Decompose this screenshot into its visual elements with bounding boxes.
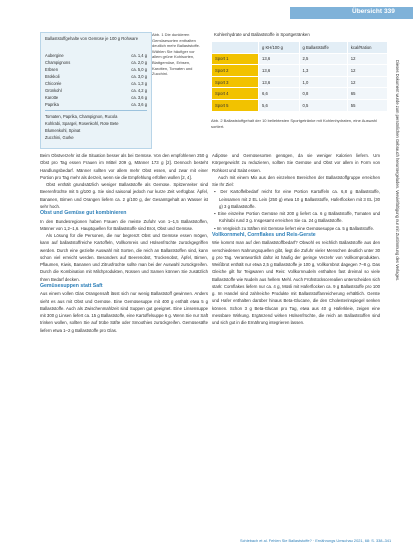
paragraph: Aus einem vollen Glas Orangensaft lässt sich nur wenig Ballaststoff gewinnen. Anders sieht es aus mit Obst und Gemüse. Eine Gemüsesuppe mit 400 g enthält etwa 5 g Ballaststoffe. Auch als Zwischenmahlzeit sind Suppen gut geeignet. Eine Linsensuppe mit 300 g Linsen liefert ca. 15 g Ballaststoffe, eine Kartoffelsuppe 6 g. Wenn Sie nur Saft trinken wollen, sollten Sie auf trübe Säfte oder Smoothies zurückgreifen. Gemüsesäfte liefern etwa 1–2 g Ballaststoffe pro Glas. — [40, 291, 208, 333]
sportgetraenke-table — [211, 32, 388, 120]
row-value: ca. 3,6 g — [131, 102, 147, 107]
header-cell: g Ballaststoffe — [299, 42, 347, 54]
paragraph: Beim Obstverzehr ist die Situation besser als bei Gemüse. Von den empfohlenen 250 g Obst pro Tag essen Frauen im Mittel 209 g, Männer 173 g [2]. Dennoch besteht Handlungsbedarf. Männer sollten vor allem mehr Obst essen, und zwar mit einer Portion pro Tag mehr als derzeit, wenn sie die Empfehlung erfüllen wollen [2, 4]. — [40, 153, 208, 180]
table-row — [45, 120, 147, 127]
row-value: ca. 4,2 g — [131, 88, 147, 93]
table-header-row — [212, 42, 388, 54]
row-value: ca. 3,0 g — [131, 74, 147, 79]
row-label: Sport 5 — [212, 99, 259, 111]
table-cell: 12 — [347, 76, 387, 88]
table-title: Ballaststoffgehalte von Gemüse je 100 g Rohware — [45, 36, 139, 41]
row-name: Erbsen — [45, 67, 58, 72]
row-value: ca. 1,4 g — [131, 53, 147, 58]
bullet-text: Im Vergleich zu Säften mit Gemüse liefert eine Gemüsesuppe ca. 5 g Ballaststoffe. — [216, 225, 375, 231]
table-row — [45, 73, 147, 80]
table-cell: 0,8 — [299, 88, 347, 100]
bullet-item: ▪ Der Kartoffelbedarf reicht für eine Portion Kartoffeln ca. 6,8 g Ballaststoffe, Leinsamen mit 2 EL Lein (250 g) etwa 10 g Ballaststoffe, Haferflocken mit 3 EL (30 g) 3 g Ballaststoffe. — [214, 189, 380, 209]
table-row — [45, 87, 147, 94]
paragraph: Als Lösung für die Personen, die nur begrenzt Obst und Gemüse essen mögen, kann auf ballaststoffreiche Kartoffeln, Vollkornreis und Hülsenfrüchte zurückgegriffen werden. Durch eine gezielte Auswahl mit Sorten, die reich an Ballaststoffen sind, kann schon viel erreicht werden. Besonders auf Beerenobst, Trockenobst, Äpfel, Birnen, Pflaumen, Kiwis, Bananen und Zitrusfrüchte sollte man bei der Auswahl zurückgreifen. Durch die Kombination mit Milchprodukten, Nüssen und Samen können Sie zusätzlich Ihren Bedarf decken. — [40, 233, 208, 282]
row-value: ca. 1,3 g — [131, 81, 147, 86]
row-name: Kohlrabi, Spargel, Rosenkohl, Rote Bete — [45, 121, 119, 126]
table-cell: 13,6 — [259, 76, 300, 88]
row-name: Chicorée — [45, 81, 62, 86]
text-column-right — [212, 152, 380, 326]
bullet-item: ▪ Eine einzelne Portion Gemüse mit 200 g liefert ca. 6 g Ballaststoffe, Tomaten und Kohlrabi rund 3 g. Insgesamt erreichen Sie ca. 24 g Ballaststoffe. — [214, 211, 380, 224]
row-label: Sport 2 — [212, 65, 259, 77]
table-row — [212, 88, 388, 100]
table-cell: 12 — [347, 65, 387, 77]
table-cell: 55 — [347, 99, 387, 111]
row-name: Paprika — [45, 102, 59, 107]
row-value: ca. 5,0 g — [131, 67, 147, 72]
table-cell: 1,0 — [299, 76, 347, 88]
table-cell: 6,6 — [259, 88, 300, 100]
row-label: Sport 3 — [212, 76, 259, 88]
table-cell: 65 — [347, 88, 387, 100]
row-name: Zucchini, Gurke — [45, 135, 74, 140]
row-name: Aubergine — [45, 53, 64, 58]
table-row — [45, 127, 147, 134]
table-cell: 12 — [347, 53, 387, 65]
table-title-2: Kohlenhydrate und Ballaststoffe in Sportgetränken — [214, 32, 310, 37]
table-cell: 1,3 — [299, 65, 347, 77]
table-cell: 0,5 — [299, 99, 347, 111]
page-header — [0, 0, 413, 24]
row-value: ca. 3,6 g — [131, 95, 147, 100]
table-row — [212, 65, 388, 77]
table-row — [212, 76, 388, 88]
table-row — [45, 80, 147, 87]
header-title: Übersicht — [352, 8, 382, 15]
table-cell: 2,5 — [299, 53, 347, 65]
header-cell: g KH/100 g — [259, 42, 300, 54]
row-name: Blumenkohl, Spinat — [45, 128, 81, 133]
row-name: Tomaten, Paprika, Champignon, Rucola — [45, 114, 118, 119]
table-cell: 13,6 — [259, 53, 300, 65]
data-table — [211, 41, 388, 112]
figure-caption-1: Abb. 1 Die dunkleren Gemüsesorten enthalten deutlich mehr Ballaststoffe. Wählen Sie häufiger vor allem grüne Kohlsorten, Blattgemüse, Erbsen, Karotten, Tomaten und Zucchini. — [152, 32, 200, 77]
row-name: Karotte — [45, 95, 59, 100]
section-heading: Obst und Gemüse gut kombinieren — [40, 210, 127, 216]
figure-caption-2: Abb. 2 Ballaststoffgehalt der 10 beliebtesten Sportgetränke mit Kohlenhydraten, eine Auswahl sortiert. — [211, 118, 377, 129]
table-row — [212, 99, 388, 111]
section-heading: Vollkornmehl, Cornflakes und Reis-Gerste — [212, 231, 316, 238]
table-row — [212, 53, 388, 65]
row-name: Brokkoli — [45, 74, 60, 79]
copyright-sidebar — [394, 60, 406, 480]
paragraph: In den Bundesregionen haben Frauen die meiste Zufuhr von 1–1,5 Ballaststoffen, Männer von 1,2–1,6. Hauptquellen für Ballaststoffe sind Brot, Obst und Gemüse. — [40, 218, 208, 231]
table-row — [45, 52, 147, 59]
table-row — [45, 101, 147, 108]
bullet-text: Der Kartoffelbedarf reicht für eine Portion Kartoffeln ca. 6,8 g Ballaststoffe, Leinsamen mit 2 EL Lein (250 g) etwa 10 g Ballaststoffe, Haferflocken mit 3 EL (30 g) 3 g Ballaststoffe. — [219, 189, 380, 209]
table-row — [45, 113, 147, 120]
table-row — [45, 59, 147, 66]
header-cell: kcal/Ration — [347, 42, 387, 54]
table-cell: 13,6 — [259, 65, 300, 77]
page-footer: Schlebach et al. Fehlen Sie Ballaststoffe? · Ernährungs Umschau 2021, 68: S. 338–341 — [240, 538, 392, 543]
paragraph: Adipöse und Gemüsesorten genügen, da sie weniger Kalorien liefern. Um Körpergewicht zu reduzieren, sollten Sie Gemüse und Obst vor allem in Form von Rohkost und Salat essen. — [212, 153, 380, 173]
paragraph: Obst enthält grundsätzlich weniger Ballaststoffe als Gemüse. Spitzenreiter sind Beerenfrüchte mit 5 g/100 g. Sie sind saisonal jedoch nur kurze Zeit verfügbar. Äpfel, Bananen, Birnen und Orangen liefern ca. 2 g/100 g, der Gesamtgehalt an Wasser ist sehr hoch. — [40, 182, 208, 209]
row-name: Champignons — [45, 60, 71, 65]
bullet-text: Eine einzelne Portion Gemüse mit 200 g liefert ca. 6 g Ballaststoffe, Tomaten und Kohlrabi rund 3 g. Insgesamt erreichen Sie ca. 24 g Ballaststoffe. — [217, 211, 380, 224]
row-label: Sport 4 — [212, 88, 259, 100]
ballaststoff-table-gemuese — [40, 32, 152, 149]
table-row — [45, 66, 147, 73]
row-name: Grünkohl — [45, 88, 62, 93]
section-heading: Gemüsesuppen statt Saft — [40, 282, 103, 289]
row-label: Sport 1 — [212, 53, 259, 65]
text-column-left — [40, 152, 208, 334]
row-value: ca. 2,0 g — [131, 60, 147, 65]
page-number: 339 — [384, 8, 395, 15]
bullet-item: ▪ Im Vergleich zu Säften mit Gemüse liefert eine Gemüsesuppe ca. 5 g Ballaststoffe. — [214, 225, 375, 231]
paragraph: Wie kommt man auf den Ballaststoffbedarf? Obwohl es reichlich Ballaststoffe aus den verschiedenen Nahrungsquellen gibt, liegt die Zufuhr vieler Menschen deutlich unter 30 g pro Tag. Verantwortlich dafür ist häufig der geringe Verzehr von Vollkornprodukten. Weißbrot enthält nur etwa 2,5 g Ballaststoffe je 100 g, Vollkornbrot dagegen 7–8 g. Das Gleiche gilt für Teigwaren und Reis: Vollkornnudeln enthalten fast dreimal so viele Ballaststoffe wie Nudeln aus hellem Mehl. Auch Frühstückscerealien unterscheiden sich stark: Cornflakes liefern nur ca. 4 g, Müsli mit Haferflocken ca. 9 g Ballaststoffe pro 100 g. Im Handel sind zahlreiche Produkte mit Ballaststoffanreicherung erhältlich. Gerste und Hafer enthalten darüber hinaus Beta-Glucane, die den Cholesterinspiegel senken können. Schon 3 g Beta-Glucan pro Tag, etwa aus 40 g Haferkleie, zeigen eine messbare Wirkung. Ergänzend wirken Hülsenfrüchte, die reich an Ballaststoffen sind und sich gut in die Ernährung integrieren lassen. — [212, 240, 380, 326]
header-cell — [212, 42, 259, 54]
sidebar-text: Dieses Dokument wurde zum persönlichen Gebrauch heruntergeladen. Vervielfältigung nur mit Zustimmung des Verlages. — [395, 60, 400, 282]
paragraph: Auch mit einem Mix aus den einzelnen Bereichen der Ballaststoffgruppe erreichen Sie Ihr Ziel: — [212, 174, 380, 187]
table-row — [45, 94, 147, 101]
table-cell: 5,6 — [259, 99, 300, 111]
table-row — [45, 134, 147, 141]
divider — [45, 110, 147, 111]
